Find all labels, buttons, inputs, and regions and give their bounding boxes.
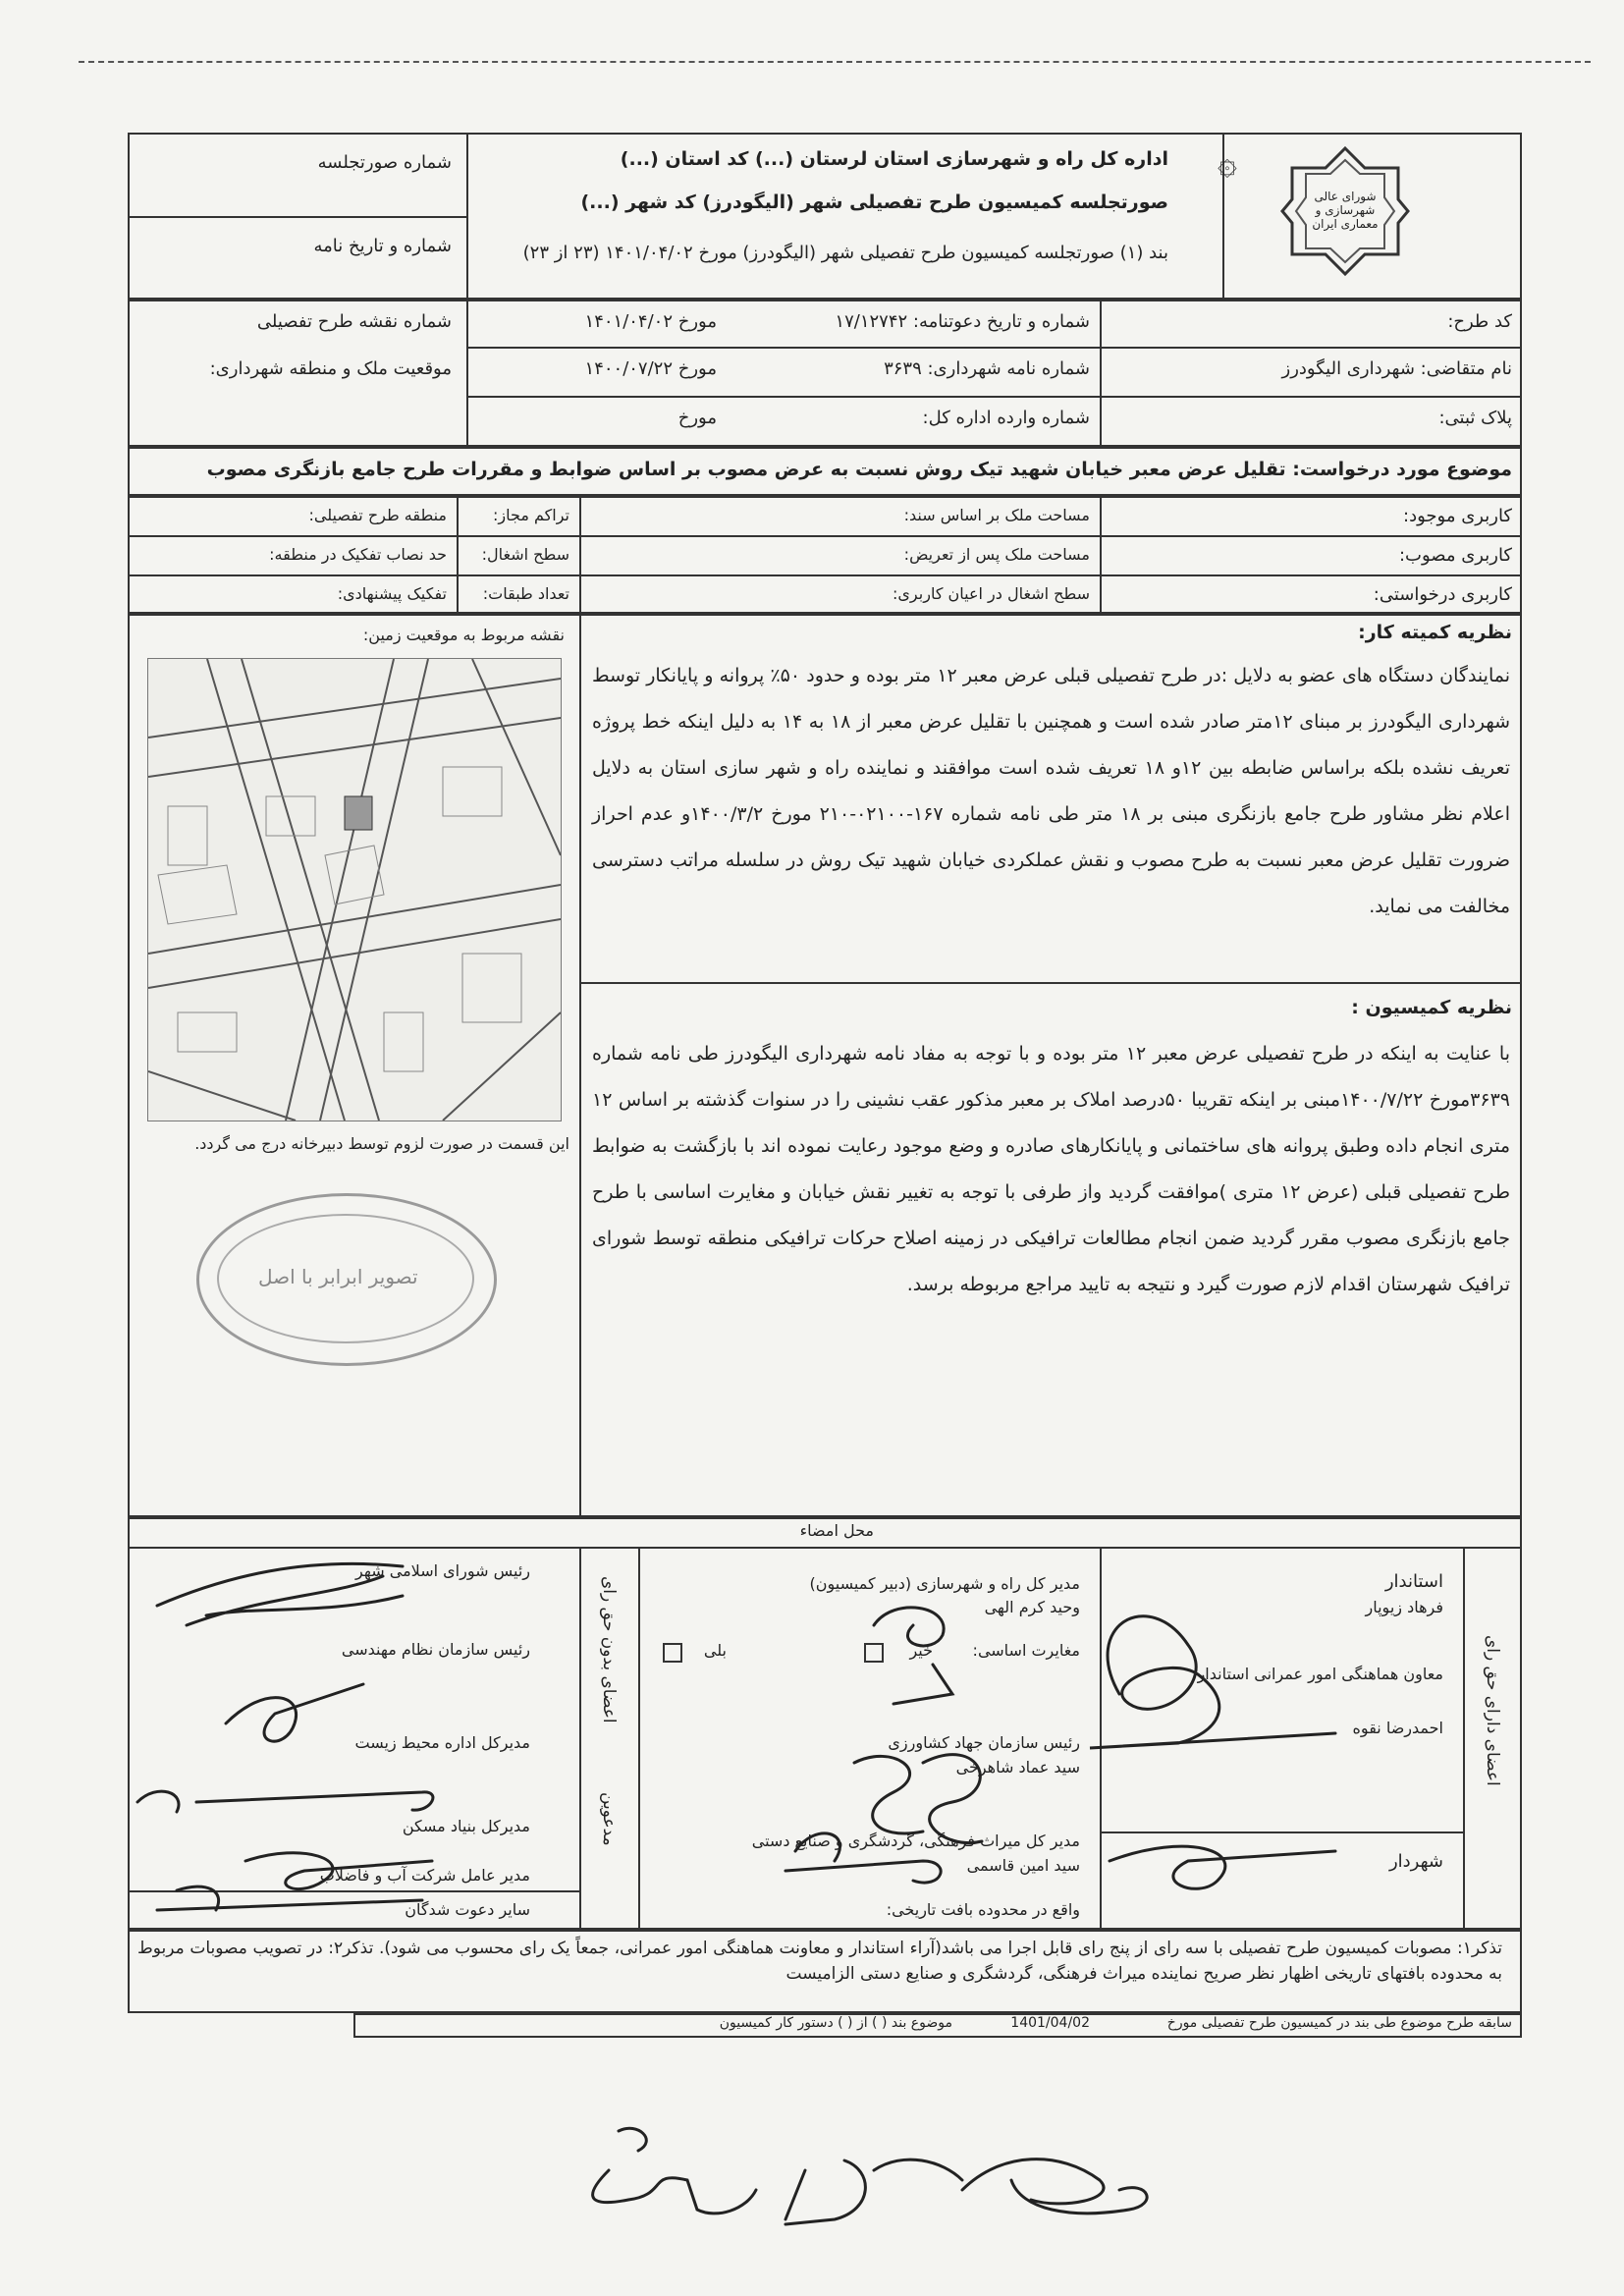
housing-dg-label: مدیرکل بنیاد مسکن	[402, 1817, 530, 1835]
history-label: سابقه طرح موضوع طی بند در کمیسیون طرح تفصیلی مورخ	[1166, 2015, 1512, 2031]
members-without-vote-label: اعضای بدون حق رای	[599, 1576, 619, 1723]
requested-use: کاربری درخواستی:	[1373, 584, 1512, 605]
location-map	[147, 658, 562, 1121]
applicant-label: نام متقاضی: شهرداری الیگودرز	[1281, 358, 1512, 379]
governor-label: استاندار	[1384, 1571, 1443, 1592]
item-label: موضوع بند ( ) از ( ) دستور کار کمیسیون	[719, 2015, 952, 2031]
location-label: موقعیت ملک و منطقه شهرداری:	[209, 358, 452, 379]
invitees-label: مدعوین	[599, 1792, 619, 1846]
agriculture-label: رئیس سازمان جهاد کشاورزی	[888, 1733, 1080, 1752]
municipality-letter-date: مورخ ۱۴۰۰/۰۷/۲۲	[584, 358, 717, 379]
commission-opinion-text: با عنایت به اینکه در طرح تفصیلی عرض معبر ۱۲ متر بوده و با توجه به مفاد نامه شهرداری الیگودرز طی نامه شماره ۳۶۳۹مورخ ۱۴۰۰/۷/۲۲مبنی بر اینکه تقریبا ۵۰درصد املاک بر معبر مذکور عقب نشینی را در سنوات گذشته بر اساس ۱۲ متری انجام داده وطبق پروانه های ساختمانی و پایانکارهای صادره و وضع موجود رعایت نموده اند با بازگشت به ضوابط طرح تفصیلی قبلی (عرض ۱۲ متری )موافقت گردید واز طرفی با توجه به تغییر نقش خیابان و مغایرت اساسی با طرح جامع بازنگری مصوب مقرر گردید ضمن انجام مطالعات ترافیکی در زمینه اصلاح حرکات ترافیکی منطقه توسط شورای ترافیک شهرستان اقدام لازم صورت گیرد و نتیجه به تایید مراجع مربوطه برسد.	[592, 1043, 1510, 1295]
emblem-icon: ۞	[1218, 143, 1237, 183]
official-stamp	[196, 1193, 497, 1366]
signature-place-label: محل امضاء	[799, 1521, 874, 1540]
invitation-label: شماره و تاریخ دعوتنامه: ۱۷/۱۲۷۴۲	[835, 311, 1090, 332]
conflict-yes: بلی	[703, 1641, 727, 1660]
notes-text: تذکر۱: مصوبات کمیسیون طرح تفصیلی با سه رای از پنج رای قابل اجرا می باشد(آراء استاندار و معاونت هماهنگی امور عمرانی، جمعاً یک رای محسوب می شود). تذکر۲: در تصویب مصوبات مربوط به محدوده بافتهای تاریخی اظهار نظر صریح نماینده میراث فرهنگی، گردشگری و صنایع دستی الزامیست	[137, 1939, 1502, 1984]
roads-dg-name: وحید کرم الهی	[984, 1598, 1080, 1616]
roads-dg-label: مدیر کل راه و شهرسازی (دبیر کمیسیون)	[809, 1574, 1080, 1593]
committee-opinion-text: نمایندگان دستگاه های عضو به دلایل :در طرح تفصیلی قبلی عرض معبر ۱۲ متر بوده و حدود ۵۰٪ پروانه و پایانکار توسط شهرداری الیگودرز بر مبنای ۱۲متر صادر شده است و همچنین با تقلیل عرض معبر از ۱۸ به ۱۴ به دلیل اینکه خط پروژه تعریف نشده بلکه براساس ضابطه بین ۱۲و ۱۸ تعریف شده است موافقند و نماینده راه و شهر سازی استان به دلایل اعلام نظر مشاور طرح جامع بازنگری مبنی بر ۱۸ متر طی نامه شماره ۱۶۷-۰۲۱۰۰-۲۱۰ مورخ ۱۴۰۰/۳/۲و عدم احراز ضرورت تقلیل عرض معبر نسبت به طرح مصوب و نقش عملکردی خیابان شهید تیک روش در سلسله مراتب دسترسی مخالفت می نماید.	[592, 665, 1511, 917]
min-lot: حد نصاب تفکیک در منطقه:	[269, 545, 447, 564]
deputy-governor-label: معاون هماهنگی امور عمرانی استاندار	[1197, 1665, 1443, 1683]
logo-text: شورای عالی شهرسازی و معماری ایران	[1312, 190, 1379, 231]
document-sheet	[118, 123, 1522, 2038]
basic-conflict-label: مغایرت اساسی:	[972, 1641, 1080, 1660]
plan-code-label: کد طرح:	[1447, 311, 1512, 332]
approved-use: کاربری مصوب:	[1398, 545, 1512, 566]
area-occupied: سطح اشغال در اعیان کاربری:	[893, 584, 1090, 603]
other-invitees-label: سایر دعوت شدگان	[405, 1900, 530, 1919]
invitation-date: مورخ ۱۴۰۱/۰۴/۰۲	[584, 311, 717, 332]
floors-count: تعداد طبقات:	[482, 584, 569, 603]
header-title-1: اداره کل راه و شهرسازی استان لرستان (...) کد استان (...)	[620, 148, 1168, 170]
map-footnote: این قسمت در صورت لزوم توسط دبیرخانه درج می گردد.	[194, 1134, 569, 1153]
heritage-label: مدیر کل میراث فرهنگی، گردشگری و صنایع دستی	[751, 1831, 1080, 1850]
municipality-letter-label: شماره نامه شهرداری: ۳۶۳۹	[884, 358, 1090, 379]
committee-opinion-heading: نظریه کمیته کار:	[1358, 622, 1512, 643]
stamp-text: تصویر ابرابر با اصل	[258, 1265, 418, 1288]
header-title-3: بند (۱) صورتجلسه کمیسیون طرح تفصیلی شهر (الیگودرز) مورخ ۱۴۰۱/۰۴/۰۲ (۲۳ از ۲۳)	[522, 243, 1168, 263]
engineering-org-label: رئیس سازمان نظام مهندسی	[341, 1640, 530, 1659]
historic-context-label: واقع در محدوده بافت تاریخی:	[886, 1900, 1080, 1919]
signature-scribbles	[10, 1537, 1502, 1949]
zone-detail: منطقه طرح تفصیلی:	[308, 506, 447, 524]
incoming-date: مورخ	[677, 408, 717, 428]
occupancy-level: سطح اشغال:	[481, 545, 569, 564]
environment-dg-label: مدیرکل اداره محیط زیست	[354, 1733, 530, 1752]
conflict-no: خیر	[909, 1641, 933, 1660]
meeting-number-label: شماره صورتجلسه	[317, 152, 452, 173]
existing-use: کاربری موجود:	[1403, 506, 1512, 526]
header-title-2: صورتجلسه کمیسیون طرح تفصیلی شهر (الیگودرز) کد شهر (...)	[580, 191, 1168, 213]
map-caption: نقشه مربوط به موقعیت زمین:	[362, 626, 565, 644]
members-with-vote-label: اعضای دارای حق رای	[1483, 1635, 1502, 1786]
bottom-signatures	[550, 2111, 1178, 2239]
heritage-name: سید امین قاسمی	[966, 1856, 1080, 1875]
area-by-deed: مساحت ملک بر اساس سند:	[903, 506, 1090, 524]
organization-logo	[1276, 142, 1414, 280]
governor-name: فرهاد زیوپار	[1365, 1598, 1443, 1616]
scan-top-line	[79, 61, 1591, 63]
council-head-label: رئیس شورای اسلامی شهر	[355, 1561, 530, 1580]
mayor-label: شهردار	[1388, 1851, 1443, 1872]
area-after-widening: مساحت ملک پس از تعریض:	[903, 545, 1090, 564]
plate-label: پلاک ثبتی:	[1438, 408, 1512, 428]
density-allowed: تراکم مجاز:	[493, 506, 569, 524]
utility-manager-label: مدیر عامل شرکت آب و فاضلاب	[319, 1866, 530, 1885]
agriculture-name: سید عماد شاهرخی	[955, 1758, 1080, 1777]
request-subject: موضوع مورد درخواست: تقلیل عرض معبر خیابان شهید تیک روش نسبت به عرض مصوب بر اساس ضوابط و مقررات طرح جامع بازنگری مصوب	[206, 459, 1512, 480]
detail-map-no-label: شماره نقشه طرح تفصیلی	[256, 311, 452, 332]
deputy-governor-name: احمدرضا نقوه	[1352, 1719, 1443, 1737]
letter-number-date-label: شماره و تاریخ نامه	[313, 236, 452, 256]
commission-opinion-heading: نظریه کمیسیون :	[1351, 997, 1512, 1018]
incoming-label: شماره وارده اداره کل:	[922, 408, 1090, 428]
history-date: 1401/04/02	[1010, 2015, 1090, 2031]
proposed-subdivision: تفکیک پیشنهادی:	[337, 584, 447, 603]
